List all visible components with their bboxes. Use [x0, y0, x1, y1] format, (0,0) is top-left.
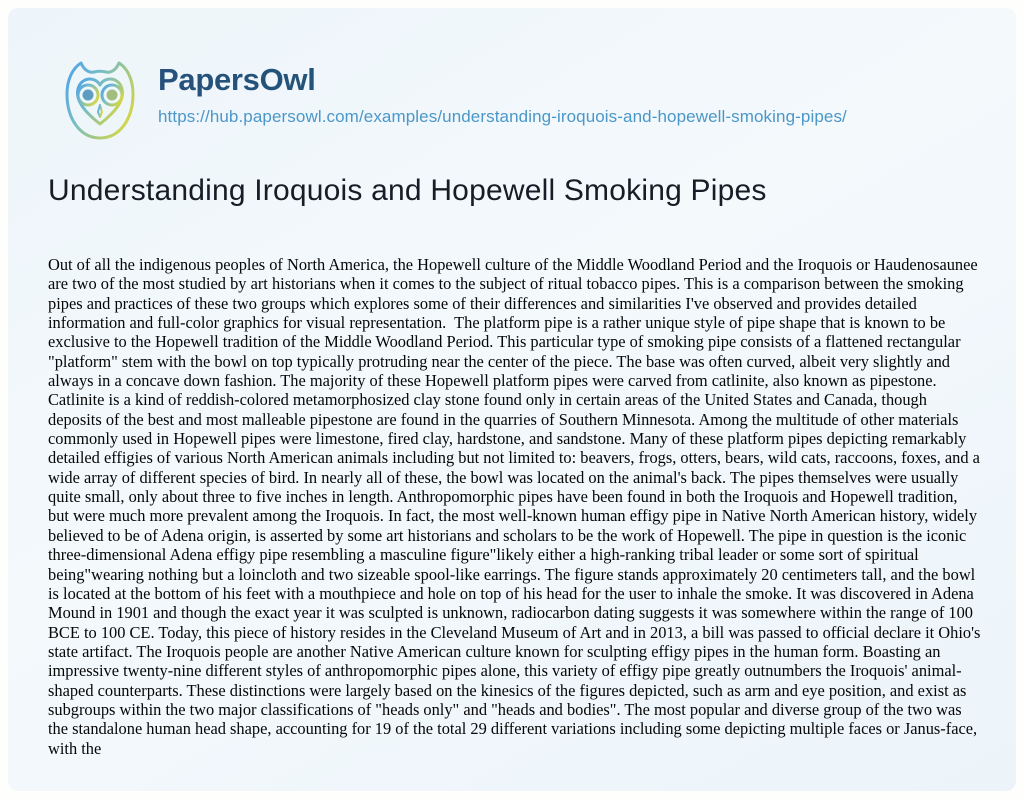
article-title: Understanding Iroquois and Hopewell Smoking Pipes [48, 174, 767, 207]
site-header [48, 50, 847, 150]
source-url-link[interactable]: https://hub.papersowl.com/examples/understanding-iroquois-and-hopewell-smoking-pipes/ [158, 107, 847, 126]
article-body-text: Out of all the indigenous peoples of North America, the Hopewell culture of the Middle Woodland Period and the Iroquois or Haudenosaunee are two of the most studied by art historians when it comes to the subject of ritual tobacco pipes. This is a comparison between the smoking pipes and practices of these two groups which explores some of their differences and similarities I've observed and provides detailed information and full-color graphics for visual representation. The platform pipe is a rather unique style of pipe shape that is known to be exclusive to the Hopewell tradition of the Middle Woodland Period. This particular type of smoking pipe consists of a flattened rectangular "platform" stem with the bowl on top typically protruding near the center of the piece. The base was often curved, albeit very slightly and always in a concave down fashion. The majority of these Hopewell platform pipes were carved from catlinite, also known as pipestone. Catlinite is a kind of reddish-colored metamorphosized clay stone found only in certain areas of the United States and Canada, though deposits of the best and most malleable pipestone are found in the quarries of Southern Minnesota. Among the multitude of other materials commonly used in Hopewell pipes were limestone, fired clay, hardstone, and sandstone. Many of these platform pipes depicting remarkably detailed effigies of various North American animals including but not limited to: beavers, frogs, otters, bears, wild cats, raccoons, foxes, and a wide array of different species of bird. In nearly all of these, the bowl was located on the animal's back. The pipes themselves were usually quite small, only about three to five inches in length. Anthropomorphic pipes have been found in both the Iroquois and Hopewell tradition, but were much more prevalent among the Iroquois. In fact, the most well-known human effigy pipe in Native North American history, widely believed to be of Adena origin, is asserted by some art historians and scholars to be the work of Hopewell. The pipe in question is the iconic three-dimensional Adena effigy pipe resembling a masculine figure"likely either a high-ranking tribal leader or some sort of spiritual being"wearing nothing but a loincloth and two sizeable spool-like earrings. The figure stands approximately 20 centimeters tall, and the bowl is located at the bottom of his feet with a mouthpiece and hole on top of his head for the user to inhale the smoke. It was discovered in Adena Mound in 1901 and though the exact year it was sculpted is unknown, radiocarbon dating suggests it was somewhere within the range of 100 BCE to 100 CE. Today, this piece of history resides in the Cleveland Museum of Art and in 2013, a bill was passed to official declare it Ohio's state artifact. The Iroquois people are another Native American culture known for sculpting effigy pipes in the human form. Boasting an impressive twenty-nine different styles of anthropomorphic pipes alone, this variety of effigy pipe greatly outnumbers the Iroquois' animal-shaped counterparts. These distinctions were largely based on the kinesics of the figures depicted, such as arm and eye position, and exist as subgroups within the two major classifications of "heads only" and "heads and bodies". The most popular and diverse group of the two was the standalone human head shape, accounting for 19 of the total 29 different variations including some depicting multiple faces or Janus-face, with the [48, 255, 985, 758]
document-page [8, 8, 1016, 791]
brand-block [158, 50, 847, 127]
brand-title: PapersOwl [158, 62, 847, 98]
papersowl-owl-logo-icon [48, 50, 152, 150]
